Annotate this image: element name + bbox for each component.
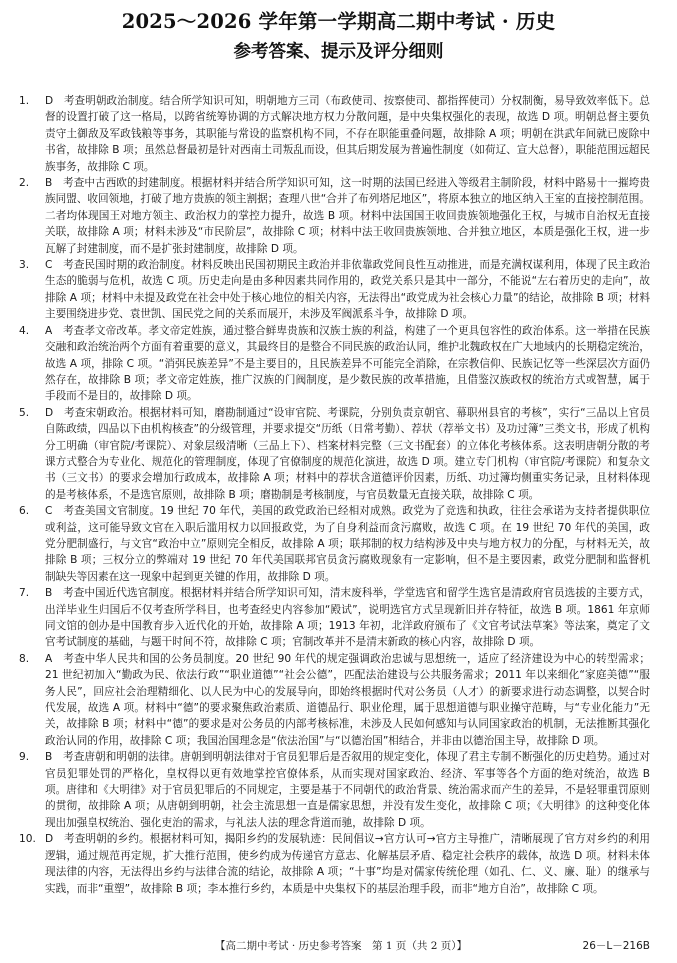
item-text: C 考查美国文官制度。19 世纪 70 年代，美国的政党政治已经相对成熟。政党为了竞选和执政，往往会承诺为支持者提供职位或利益，这可能导致文官在入职后滥用权力以回报政党，为了自身利益而贪污腐败，故选 C 项。在 19 世纪 70 年代的美国，政党分肥制盛行，与文官“政治中立”原则完全相反，故排除 A 项；联邦制的权力结构涉及中央与地方权力的分配，与材料无关，故排除 B 项；三权分立的弊端对 19 世纪 70 年代美国联邦官员贪污腐败现象有一定影响，但不是主要因素，政党分肥制和监督机制缺失等因素在这一现象中起到更关键的作用，故排除 D 项。 bbox=[45, 505, 650, 583]
answer-item-7 bbox=[19, 585, 650, 651]
answer-item-8 bbox=[19, 651, 650, 749]
answer-item-1 bbox=[19, 93, 650, 175]
item-text: A 考查孝文帝改革。孝文帝定姓族，通过整合鲜卑贵族和汉族士族的利益，构建了一个更具包容性的政治体系。这一举措在民族交融和政治统治两个方面有着重要的意义，其最终目的是整合不同民族的政治认同，维护北魏政权在广大地域内的长期稳定统治，故选 A 项，排除 C 项。“消弭民族差异”不是主要目的，且民族差异不可能完全消除，在宗教信仰、民族记忆等一些深层次方面仍然存在，故排除 B 项；孝文帝定姓族，推广汉族的门阀制度，是少数民族的改革措施，且借鉴汉族政权的统治方式或智慧，属于手段而不是目的，故排除 D 项。 bbox=[45, 324, 650, 403]
item-text: B 考查中国近代选官制度。根据材料并结合所学知识可知，清末废科举，学堂选官和留学生选官是清政府官员选拔的主要方式，出洋毕业生归国后不仅考查所学科目，也考查经史内容参加“殿试”，说明选官方式呈现新旧并存特征，故选 B 项。1861 年京师同文馆的创办是中国教育步入近代化的开始，故排除 A 项；1913 年初，北洋政府颁布了《文官考试法草案》等法案，奠定了文官考试制度的基础，与题干时间不符，故排除 C 项；官制改革并不是清末新政的核心内容，故排除 D 项。 bbox=[45, 587, 650, 649]
item-text: D 考查宋朝政治。根据材料可知，磨勘制通过“设审官院、考课院，分别负责京朝官、幕职州县官的考核”，实行“三品以上官员自陈政绩，四品以下由机构核查”的分级管理，并要求提交“历纸（日常考勤）、荐状（荐举文书）及功过簿”三类文书，形成了机构分工明确（审官院/考课院）、对象层级清晰（三品上下）、档案材料完整（三文书配套）的立体化考核体系。这表明唐朝分散的考课方式整合为专业化、规范化的管理制度，体现了官僚制度的规范化演进，故选 D 项。建立专门机构（审官院/考课院）和复杂文书（三文书）的要求会增加行政成本，故排除 A 项；材料中的荐状含道德评价因素，历纸、功过簿均侧重实务记录，且材料体现的是考核体系，不是选官原则，故排除 B 项；磨勘制是考核制度，与官员数量无直接关联，故排除 C 项。 bbox=[45, 406, 650, 501]
item-number: 8. bbox=[19, 652, 30, 665]
item-number: 3. bbox=[19, 259, 30, 272]
page-footer bbox=[32, 938, 650, 954]
item-number: 1. bbox=[19, 95, 30, 107]
footer-code: 26－L－216B bbox=[582, 940, 650, 952]
item-number: 5. bbox=[19, 406, 30, 419]
answer-list bbox=[19, 93, 650, 897]
answer-item-4 bbox=[19, 323, 650, 405]
item-number: 10. bbox=[19, 833, 36, 846]
item-text: D 考查明朝政治制度。结合所学知识可知，明朝地方三司（布政使司、按察使司、都指挥使司）分权制衡，易导致效率低下。总督的设置打破了这一格局，以跨省统筹协调的方式解决地方权力分散问题，是中央集权强化的表现，故选 D 项。明朝总督主要负责守土御敌及军政钱粮等事务，其职能与常设的监察机构不同，不存在职能重叠问题，故排除 A 项；明朝在洪武年间就已废除中书省，故排除 B 项；虽然总督最初是针对西南土司叛乱而设，但其后期发展为普遍性制度（如荷辽、宣大总督），职能范围远超民族事务，故排除 C 项。 bbox=[45, 95, 650, 173]
page-subtitle: 参考答案、提示及评分细则 bbox=[233, 42, 444, 62]
answer-item-6 bbox=[19, 503, 650, 585]
answer-item-3 bbox=[19, 257, 650, 323]
item-text: C 考查民国时期的政治制度。材料反映出民国初期民主政治并非依靠政党间良性互动推进，而是充满权谋利用，体现了民主政治生态的脆弱与危机，故选 C 项。历史走向是由多种因素共同作用的，政党关系只是其中一部分，不能说“左右着历史的走向”，故排除 A 项；材料中未提及政党在社会中处于核心地位的相关内容，无法得出“政党成为社会核心力量”的结论，故排除 B 项；材料主要围绕进步党、袁世凯、国民党之间的关系而展开，未涉及军阀派系斗争，故排除 D 项。 bbox=[45, 259, 650, 321]
item-number: 6. bbox=[19, 505, 30, 518]
item-text: A 考查中华人民共和国的公务员制度。20 世纪 90 年代的规定强调政治忠诚与思想统一，适应了经济建设为中心的转型需求；21 世纪初加入“勤政为民、依法行政”“职业道德”“社会公德”，匹配法治建设与公共服务需求；2011 年以来细化“家庭美德”“服务人民”，回应社会治理精细化、以人民为中心的发展导向，即始终根据时代对公务员（人才）的新要求进行动态调整，以契合时代发展，故选 A 项。材料中“德”的要求聚焦政治素质、道德品行、职业伦理，属于思想道德与职业操守范畴，与“专业化能力”无关，故排除 B 项；材料中“德”的要求是对公务员的内部考核标准，未涉及人民如何感知与认同国家政治的机制，无法推断其强化政治认同的作用，故排除 C 项；我国治国理念是“依法治国”与“以德治国”相结合，并非由以德治国主导，故排除 D 项。 bbox=[45, 652, 650, 747]
item-number: 4. bbox=[19, 324, 30, 337]
item-number: 7. bbox=[19, 587, 30, 600]
footer-page-info: 【高二期中考试 · 历史参考答案 第 1 页（共 2 页）】 bbox=[215, 940, 467, 952]
answer-item-9 bbox=[19, 749, 650, 831]
page-title: 2025～2026 学年第一学期高二期中考试 · 历史 bbox=[121, 10, 556, 33]
item-number: 9. bbox=[19, 751, 30, 764]
answer-item-5 bbox=[19, 405, 650, 503]
item-number: 2. bbox=[19, 177, 30, 190]
item-text: B 考查唐朝和明朝的法律。唐朝到明朝法律对于官员犯罪后是否叙用的规定变化，体现了君主专制不断强化的历史趋势。通过对官员犯罪处罚的严格化，皇权得以更有效地掌控官僚体系，从而实现对国家政治、经济、军事等各个方面的绝对统治，故选 B 项。唐律和《大明律》对于官员犯罪后的不同规定，主要是基于不同朝代的政治背景、统治需求而产生的差异，不是轻罪重罚原则的贯彻，故排除 A 项；从唐朝到明朝，社会主流思想一直是儒家思想，并没有发生变化，故排除 C 项；《大明律》的这种变化体现出加强皇权统治、强化吏治的需求，与礼法人法的理念背道而驰，故排除 D 项。 bbox=[45, 751, 650, 829]
item-text: D 考查明朝的乡约。根据材料可知，揭阳乡约的发展轨迹：民间倡议→官方认可→官方主导推广，清晰展现了官方对乡约的利用逻辑，通过规范再定规，扩大推行范围，使乡约成为传递官方意志、化解基层矛盾、稳定社会秩序的载体，故选 D 项。材料未体现法律的内容，无法得出乡约与法律合流的结论，故排除 A 项；“十事”均是对儒家传统伦理（如孔、仁、义、廉、耻）的继承与实践，而非“重塑”，故排除 B 项；李本推行乡约，本质是中央集权下的基层治理手段，而非“地方自治”，故排除 C 项。 bbox=[45, 833, 650, 895]
item-text: B 考查中古西欧的封建制度。根据材料并结合所学知识可知，这一时期的法国已经进入等级君主制阶段，材料中路易十一摧垮贵族同盟、收回领地，打破了地方贵族的领主割据；查理八世“合并了布列塔尼地区”，将原本独立的地区纳入王室的直接控制范围。二者均体现国王对地方领主、政治权力的掌控力提升，故选 B 项。材料中法国国王收回贵族领地强化王权，与城市自治权无直接关联，故排除 A 项；材料未涉及“市民阶层”，故排除 C 项；材料中法王收回贵族领地、合并独立地区，本质是强化王权，进一步瓦解了封建制度，而不是扩张封建制度，故排除 D 项。 bbox=[45, 177, 650, 255]
answer-item-2 bbox=[19, 175, 650, 257]
answer-item-10 bbox=[19, 831, 650, 897]
